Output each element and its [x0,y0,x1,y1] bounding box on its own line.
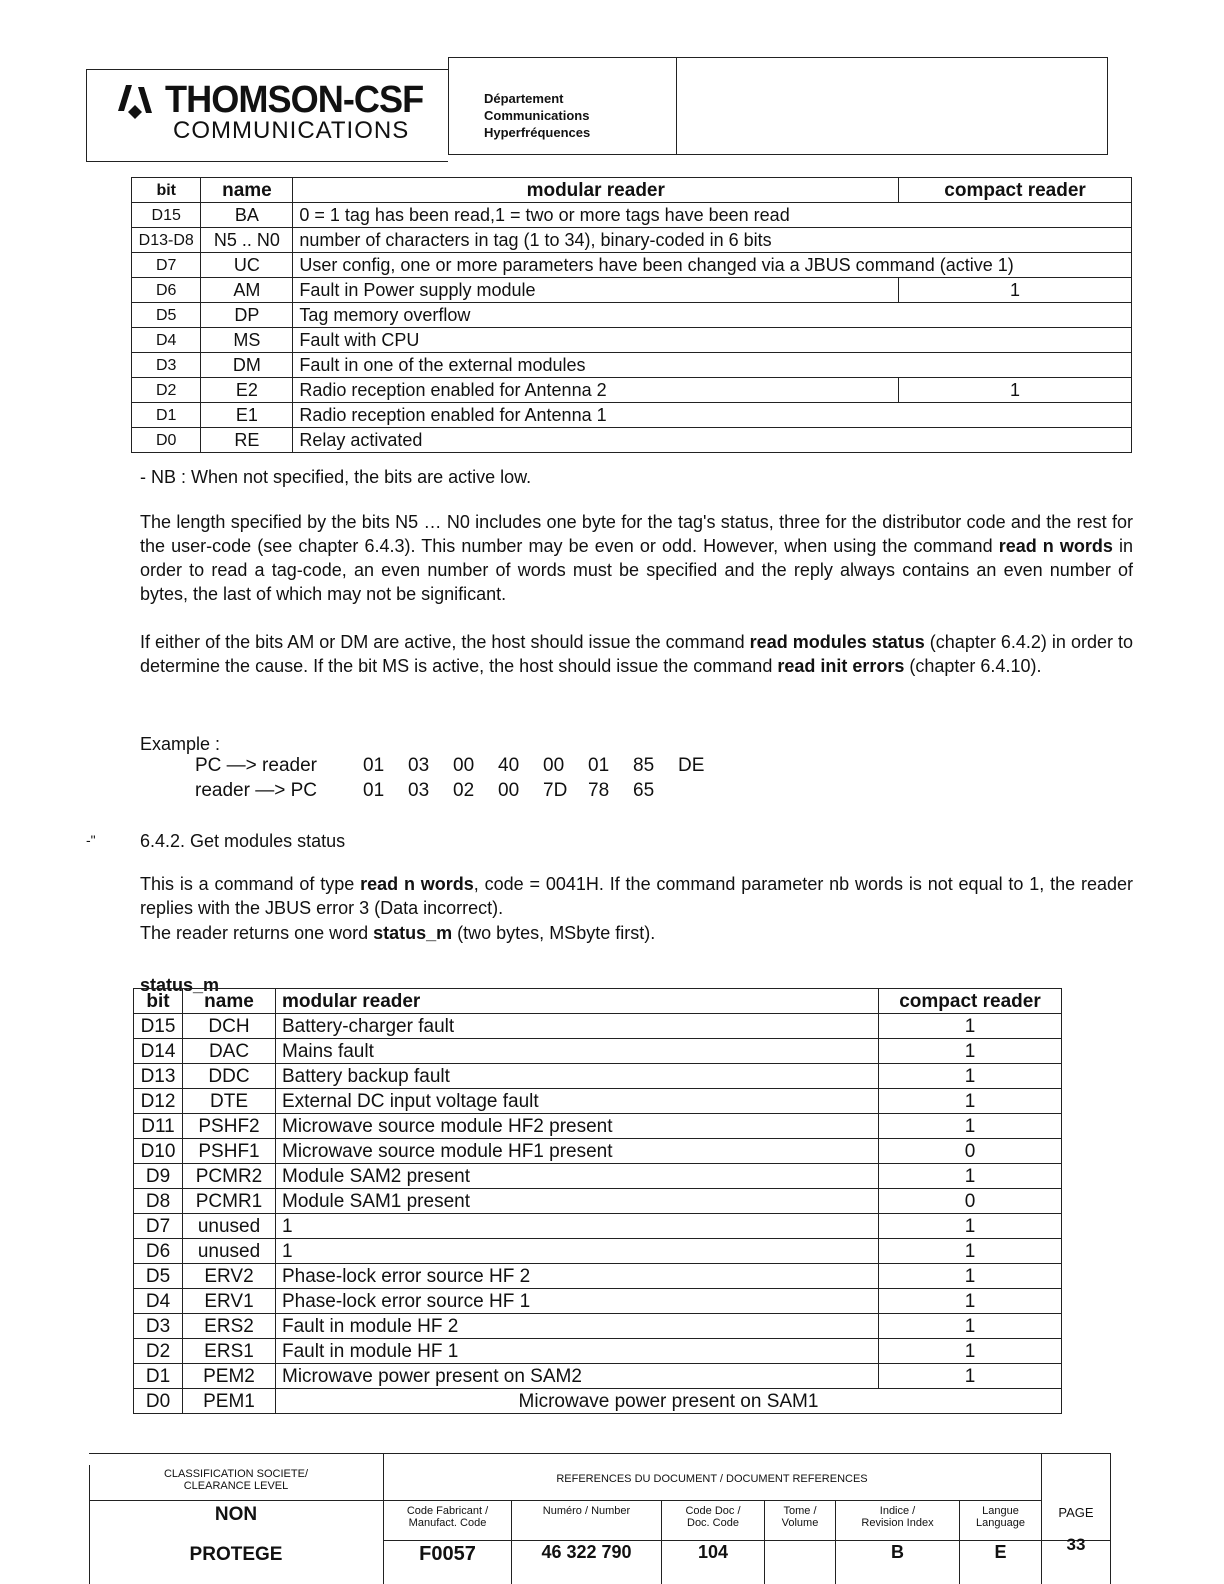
table-row [134,1189,1062,1214]
compact-reader-cell: 1 [879,1364,1062,1389]
compact-reader-cell: 1 [879,1014,1062,1039]
ref-value-doc-code: 104 [697,1542,729,1562]
compact-reader-cell: 1 [879,1164,1062,1189]
description-cell: Fault in module HF 1 [276,1339,879,1364]
paragraph: The length specified by the bits N5 … N0 includes one byte for the tag's status, three for the distributor code and the rest for the user-code (see chapter 6.4.3). This number may be even or odd. However, when using the command read n words in order to read a tag-code, an even number of words must be specified and the reply always contains an even number of bytes, the last of which may not be significant. [140,512,1134,604]
bit-cell: D1 [132,403,201,428]
table-row [134,1164,1062,1189]
column-header: name [183,989,276,1014]
document-footer [89,1453,1111,1584]
document-references-title: REFERENCES DU DOCUMENT / DOCUMENT REFERENCES [556,1473,868,1485]
column-header: compact reader [879,989,1062,1014]
bit-cell: D4 [132,328,201,353]
description-cell: Fault in module HF 2 [276,1314,879,1339]
department-label [484,90,590,141]
description-cell: 1 [276,1214,879,1239]
bit-cell: D5 [134,1264,183,1289]
table-row [134,1389,1062,1414]
bit-cell: D6 [132,278,201,303]
name-cell: DM [201,353,293,378]
name-cell: UC [201,253,293,278]
table-row [134,1089,1062,1114]
table-row [134,1314,1062,1339]
company-division: COMMUNICATIONS [173,117,410,144]
table-row [134,1064,1062,1089]
description-cell: Radio reception enabled for Antenna 2 [293,378,899,403]
modules-status-table-body [134,1014,1062,1414]
table-row [134,1289,1062,1314]
frame-direction: reader —> PC [195,780,317,801]
description-cell: 0 = 1 tag has been read,1 = two or more tags have been read [293,203,1132,228]
column-header: modular reader [293,178,899,203]
frame-byte: 7D [543,780,568,801]
column-header: bit [134,989,183,1014]
table-row [134,1214,1062,1239]
description-cell: Microwave power present on SAM2 [276,1364,879,1389]
bit-cell: D2 [134,1339,183,1364]
description-cell: Microwave source module HF2 present [276,1114,879,1139]
paragraph: The reader returns one word status_m (two bytes, MSbyte first). [140,923,656,943]
frame-direction: PC —> reader [195,755,317,776]
department-line: Communications [484,108,590,123]
name-cell: ERV2 [183,1264,276,1289]
frame-byte: DE [678,755,705,776]
bit-cell: D3 [132,353,201,378]
department-line: Hyperfréquences [484,125,591,140]
frame-byte: 00 [453,755,475,776]
name-cell: ERV1 [183,1289,276,1314]
name-cell: N5 .. N0 [201,228,293,253]
name-cell: PCMR2 [183,1164,276,1189]
compact-reader-cell: 1 [879,1264,1062,1289]
table-caption: status_m [140,975,220,995]
classification-label: CLASSIFICATION SOCIETE/ CLEARANCE LEVEL [163,1468,309,1492]
frame-byte: 03 [408,755,430,776]
description-cell: Microwave source module HF1 present [276,1139,879,1164]
name-cell: RE [201,428,293,453]
compact-reader-cell: 1 [879,1114,1062,1139]
frame-byte: 01 [363,755,385,776]
ref-label-number: Numéro / Number [542,1505,631,1517]
note-text: - NB : When not specified, the bits are active low. [140,467,532,487]
compact-reader-cell: 1 [899,378,1132,403]
frame-byte: 03 [408,780,430,801]
description-cell: Tag memory overflow [293,303,1132,328]
ref-label-volume: Tome / Volume [781,1505,819,1529]
bit-cell: D1 [134,1364,183,1389]
table-row [134,1239,1062,1264]
compact-reader-cell: 1 [879,1239,1062,1264]
ref-label-manufact-code: Code Fabricant / Manufact. Code [406,1505,489,1529]
ref-value-language: E [994,1542,1007,1562]
thomson-logo-icon [118,83,160,125]
bit-cell: D4 [134,1289,183,1314]
compact-reader-cell: 1 [879,1289,1062,1314]
compact-reader-cell: 1 [879,1064,1062,1089]
margin-mark: -" [86,832,96,848]
example-frame-row [195,778,723,803]
modules-status-table [133,988,1062,1414]
compact-reader-cell: 1 [879,1089,1062,1114]
description-cell: Relay activated [293,428,1132,453]
description-cell: Fault in one of the external modules [293,353,1132,378]
page-label: PAGE [1058,1505,1094,1520]
table-row [132,228,1132,253]
name-cell: E1 [201,403,293,428]
compact-reader-cell: 1 [879,1314,1062,1339]
bit-cell: D12 [134,1089,183,1114]
table-row [132,378,1132,403]
bit-cell: D15 [132,203,201,228]
compact-reader-cell: 1 [899,278,1132,303]
table-row [132,303,1132,328]
frame-byte: 01 [588,755,610,776]
name-cell: MS [201,328,293,353]
frame-byte: 78 [588,780,610,801]
classification-value: NON [214,1504,258,1525]
table-row [134,1364,1062,1389]
bit-cell: D9 [134,1164,183,1189]
ref-value-revision-index: B [891,1542,904,1562]
company-logo [118,79,443,147]
table-row [132,428,1132,453]
bit-cell: D6 [134,1239,183,1264]
column-header: compact reader [899,178,1132,203]
description-cell: Microwave power present on SAM1 [276,1389,1062,1414]
bit-cell: D13-D8 [132,228,201,253]
example-frame-row [195,753,723,778]
paragraph: If either of the bits AM or DM are active, the host should issue the command read modules status (chapter 6.4.2) in order to determine the cause. If the bit MS is active, the host should issue the command read init errors (chapter 6.4.10). [140,632,1134,676]
bit-cell: D15 [134,1014,183,1039]
ref-label-language: Langue Language [976,1505,1025,1529]
description-cell: number of characters in tag (1 to 34), binary-coded in 6 bits [293,228,1132,253]
description-cell: External DC input voltage fault [276,1089,879,1114]
description-cell: Phase-lock error source HF 2 [276,1264,879,1289]
name-cell: PSHF2 [183,1114,276,1139]
compact-reader-cell: 1 [879,1214,1062,1239]
description-cell: Battery backup fault [276,1064,879,1089]
frame-byte: 00 [543,755,565,776]
description-cell: Radio reception enabled for Antenna 1 [293,403,1132,428]
name-cell: DP [201,303,293,328]
description-cell: 1 [276,1239,879,1264]
name-cell: PSHF1 [183,1139,276,1164]
bit-cell: D3 [134,1314,183,1339]
table-header-row [132,178,1132,203]
name-cell: DTE [183,1089,276,1114]
frame-byte: 02 [453,780,475,801]
frame-byte: 01 [363,780,385,801]
status-bits-table [131,177,1132,453]
table-row [134,1264,1062,1289]
bit-cell: D0 [132,428,201,453]
description-cell: Fault in Power supply module [293,278,899,303]
column-header: modular reader [276,989,879,1014]
paragraph: This is a command of type read n words, code = 0041H. If the command parameter nb words is not equal to 1, the reader replies with the JBUS error 3 (Data incorrect). [140,874,1134,918]
bit-cell: D13 [134,1064,183,1089]
description-cell: Mains fault [276,1039,879,1064]
table-row [132,203,1132,228]
bit-cell: D2 [132,378,201,403]
ref-value-number: 46 322 790 [541,1542,632,1562]
frame-byte: 40 [498,755,520,776]
bit-cell: D11 [134,1114,183,1139]
section-heading: 6.4.2. Get modules status [140,831,346,851]
name-cell: ERS1 [183,1339,276,1364]
compact-reader-cell: 0 [879,1189,1062,1214]
table-row [134,1139,1062,1164]
classification-value: PROTEGE [189,1544,283,1565]
company-name: THOMSON-CSF [165,79,424,121]
name-cell: unused [183,1214,276,1239]
ref-label-revision-index: Indice / Revision Index [861,1505,934,1529]
table-row [132,403,1132,428]
bit-cell: D5 [132,303,201,328]
document-header [86,57,1108,161]
description-cell: Module SAM1 present [276,1189,879,1214]
table-row [134,1114,1062,1139]
name-cell: DCH [183,1014,276,1039]
bit-cell: D7 [132,253,201,278]
frame-byte: 65 [633,780,655,801]
table-row [134,1339,1062,1364]
frame-byte: 00 [498,780,520,801]
table-row [132,353,1132,378]
name-cell: E2 [201,378,293,403]
description-cell: User config, one or more parameters have been changed via a JBUS command (active 1) [293,253,1132,278]
column-header: bit [132,178,201,203]
name-cell: BA [201,203,293,228]
table-row [134,1014,1062,1039]
department-line: Département [484,91,564,106]
name-cell: PEM1 [183,1389,276,1414]
status-bits-table-body [132,203,1132,453]
compact-reader-cell: 1 [879,1039,1062,1064]
bit-cell: D8 [134,1189,183,1214]
frame-byte: 85 [633,755,655,776]
example-label: Example : [140,734,221,754]
table-row [132,278,1132,303]
bit-cell: D7 [134,1214,183,1239]
ref-label-doc-code: Code Doc / Doc. Code [685,1505,741,1529]
column-header: name [201,178,293,203]
bit-cell: D10 [134,1139,183,1164]
name-cell: AM [201,278,293,303]
table-header-row [134,989,1062,1014]
table-row [132,253,1132,278]
description-cell: Module SAM2 present [276,1164,879,1189]
name-cell: PEM2 [183,1364,276,1389]
name-cell: ERS2 [183,1314,276,1339]
name-cell: DDC [183,1064,276,1089]
bit-cell: D0 [134,1389,183,1414]
compact-reader-cell: 1 [879,1339,1062,1364]
name-cell: DAC [183,1039,276,1064]
example-frames [195,753,723,803]
ref-value-manufact-code: F0057 [419,1543,476,1565]
compact-reader-cell: 0 [879,1139,1062,1164]
description-cell: Battery-charger fault [276,1014,879,1039]
name-cell: PCMR1 [183,1189,276,1214]
name-cell: unused [183,1239,276,1264]
table-row [134,1039,1062,1064]
description-cell: Phase-lock error source HF 1 [276,1289,879,1314]
description-cell: Fault with CPU [293,328,1132,353]
bit-cell: D14 [134,1039,183,1064]
table-row [132,328,1132,353]
page-number: 33 [1066,1535,1086,1554]
